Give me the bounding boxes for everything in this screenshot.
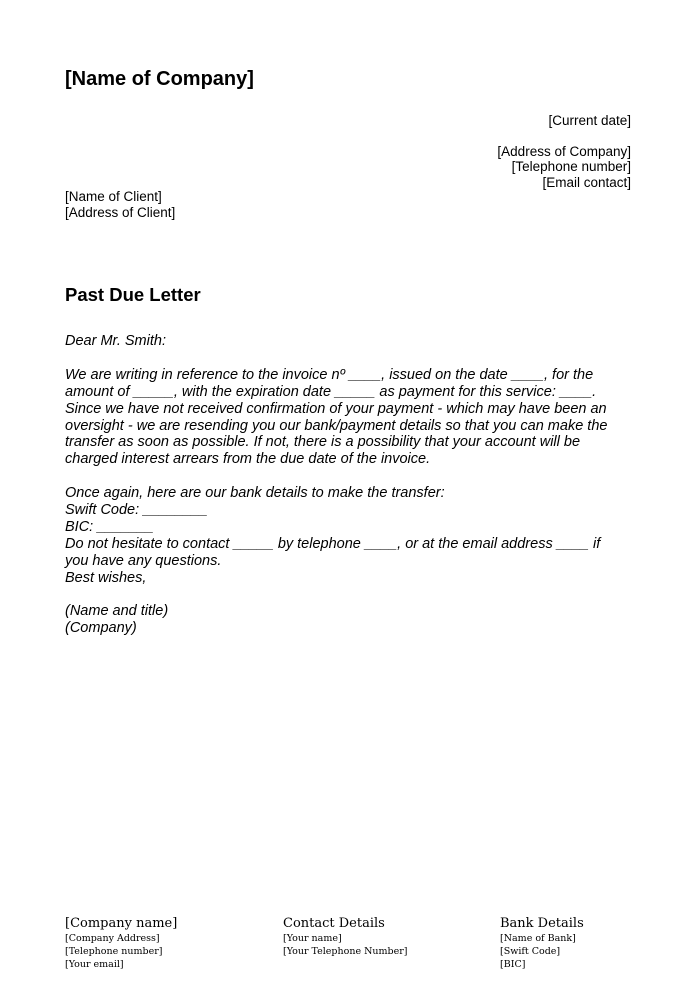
footer-swift-code: [Swift Code]: [500, 946, 561, 957]
letter-title: Past Due Letter: [65, 284, 201, 305]
footer-company-telephone: [Telephone number]: [65, 946, 163, 957]
footer-company-address: [Company Address]: [65, 933, 160, 944]
company-name-heading: [Name of Company]: [65, 68, 254, 90]
bank-intro: Once again, here are our bank details to make the transfer:: [65, 485, 445, 502]
company-email: [Email contact]: [542, 174, 631, 190]
footer-contact-telephone: [Your Telephone Number]: [283, 946, 408, 957]
signature-company: (Company): [65, 620, 137, 637]
footer-company-heading: [Company name]: [65, 916, 178, 931]
company-telephone: [Telephone number]: [511, 159, 631, 175]
client-name: [Name of Client]: [65, 189, 162, 204]
letter-body: [65, 333, 625, 637]
client-details: [65, 189, 175, 220]
footer-contact-column: [283, 915, 483, 958]
footer-company-column: [65, 915, 265, 971]
paragraph-invoice: We are writing in reference to the invoice nº ____, issued on the date ____, for the amount of _____, with the expiration date _____ as payment for this service: ____. Since we have not received confirmation of your payment - which may have been an oversight - we are resending you our bank/payment details so that you can make the transfer as soon as possible. If not, there is a possibility that your account will be charged interest arrears from the due date of the invoice.: [65, 366, 608, 468]
sender-details: [497, 113, 631, 190]
bic-line: BIC: _______: [65, 518, 154, 535]
company-address: [Address of Company]: [497, 143, 631, 159]
footer-contact-heading: Contact Details: [283, 916, 385, 931]
footer-bic: [BIC]: [500, 959, 526, 970]
client-address: [Address of Client]: [65, 204, 176, 220]
signature-name: (Name and title): [65, 603, 169, 620]
footer-company-email: [Your email]: [65, 959, 124, 970]
contact-line: Do not hesitate to contact _____ by telephone ____, or at the email address ____ if you have any questions.: [65, 535, 601, 569]
footer-contact-name: [Your name]: [283, 933, 342, 944]
footer-bank-column: [500, 915, 685, 971]
current-date: [Current date]: [548, 113, 631, 128]
salutation: Dear Mr. Smith:: [65, 333, 166, 349]
closing: Best wishes,: [65, 569, 147, 586]
footer-bank-heading: Bank Details: [500, 916, 584, 931]
swift-code-line: Swift Code: ________: [65, 502, 208, 519]
footer-bank-name: [Name of Bank]: [500, 933, 576, 944]
